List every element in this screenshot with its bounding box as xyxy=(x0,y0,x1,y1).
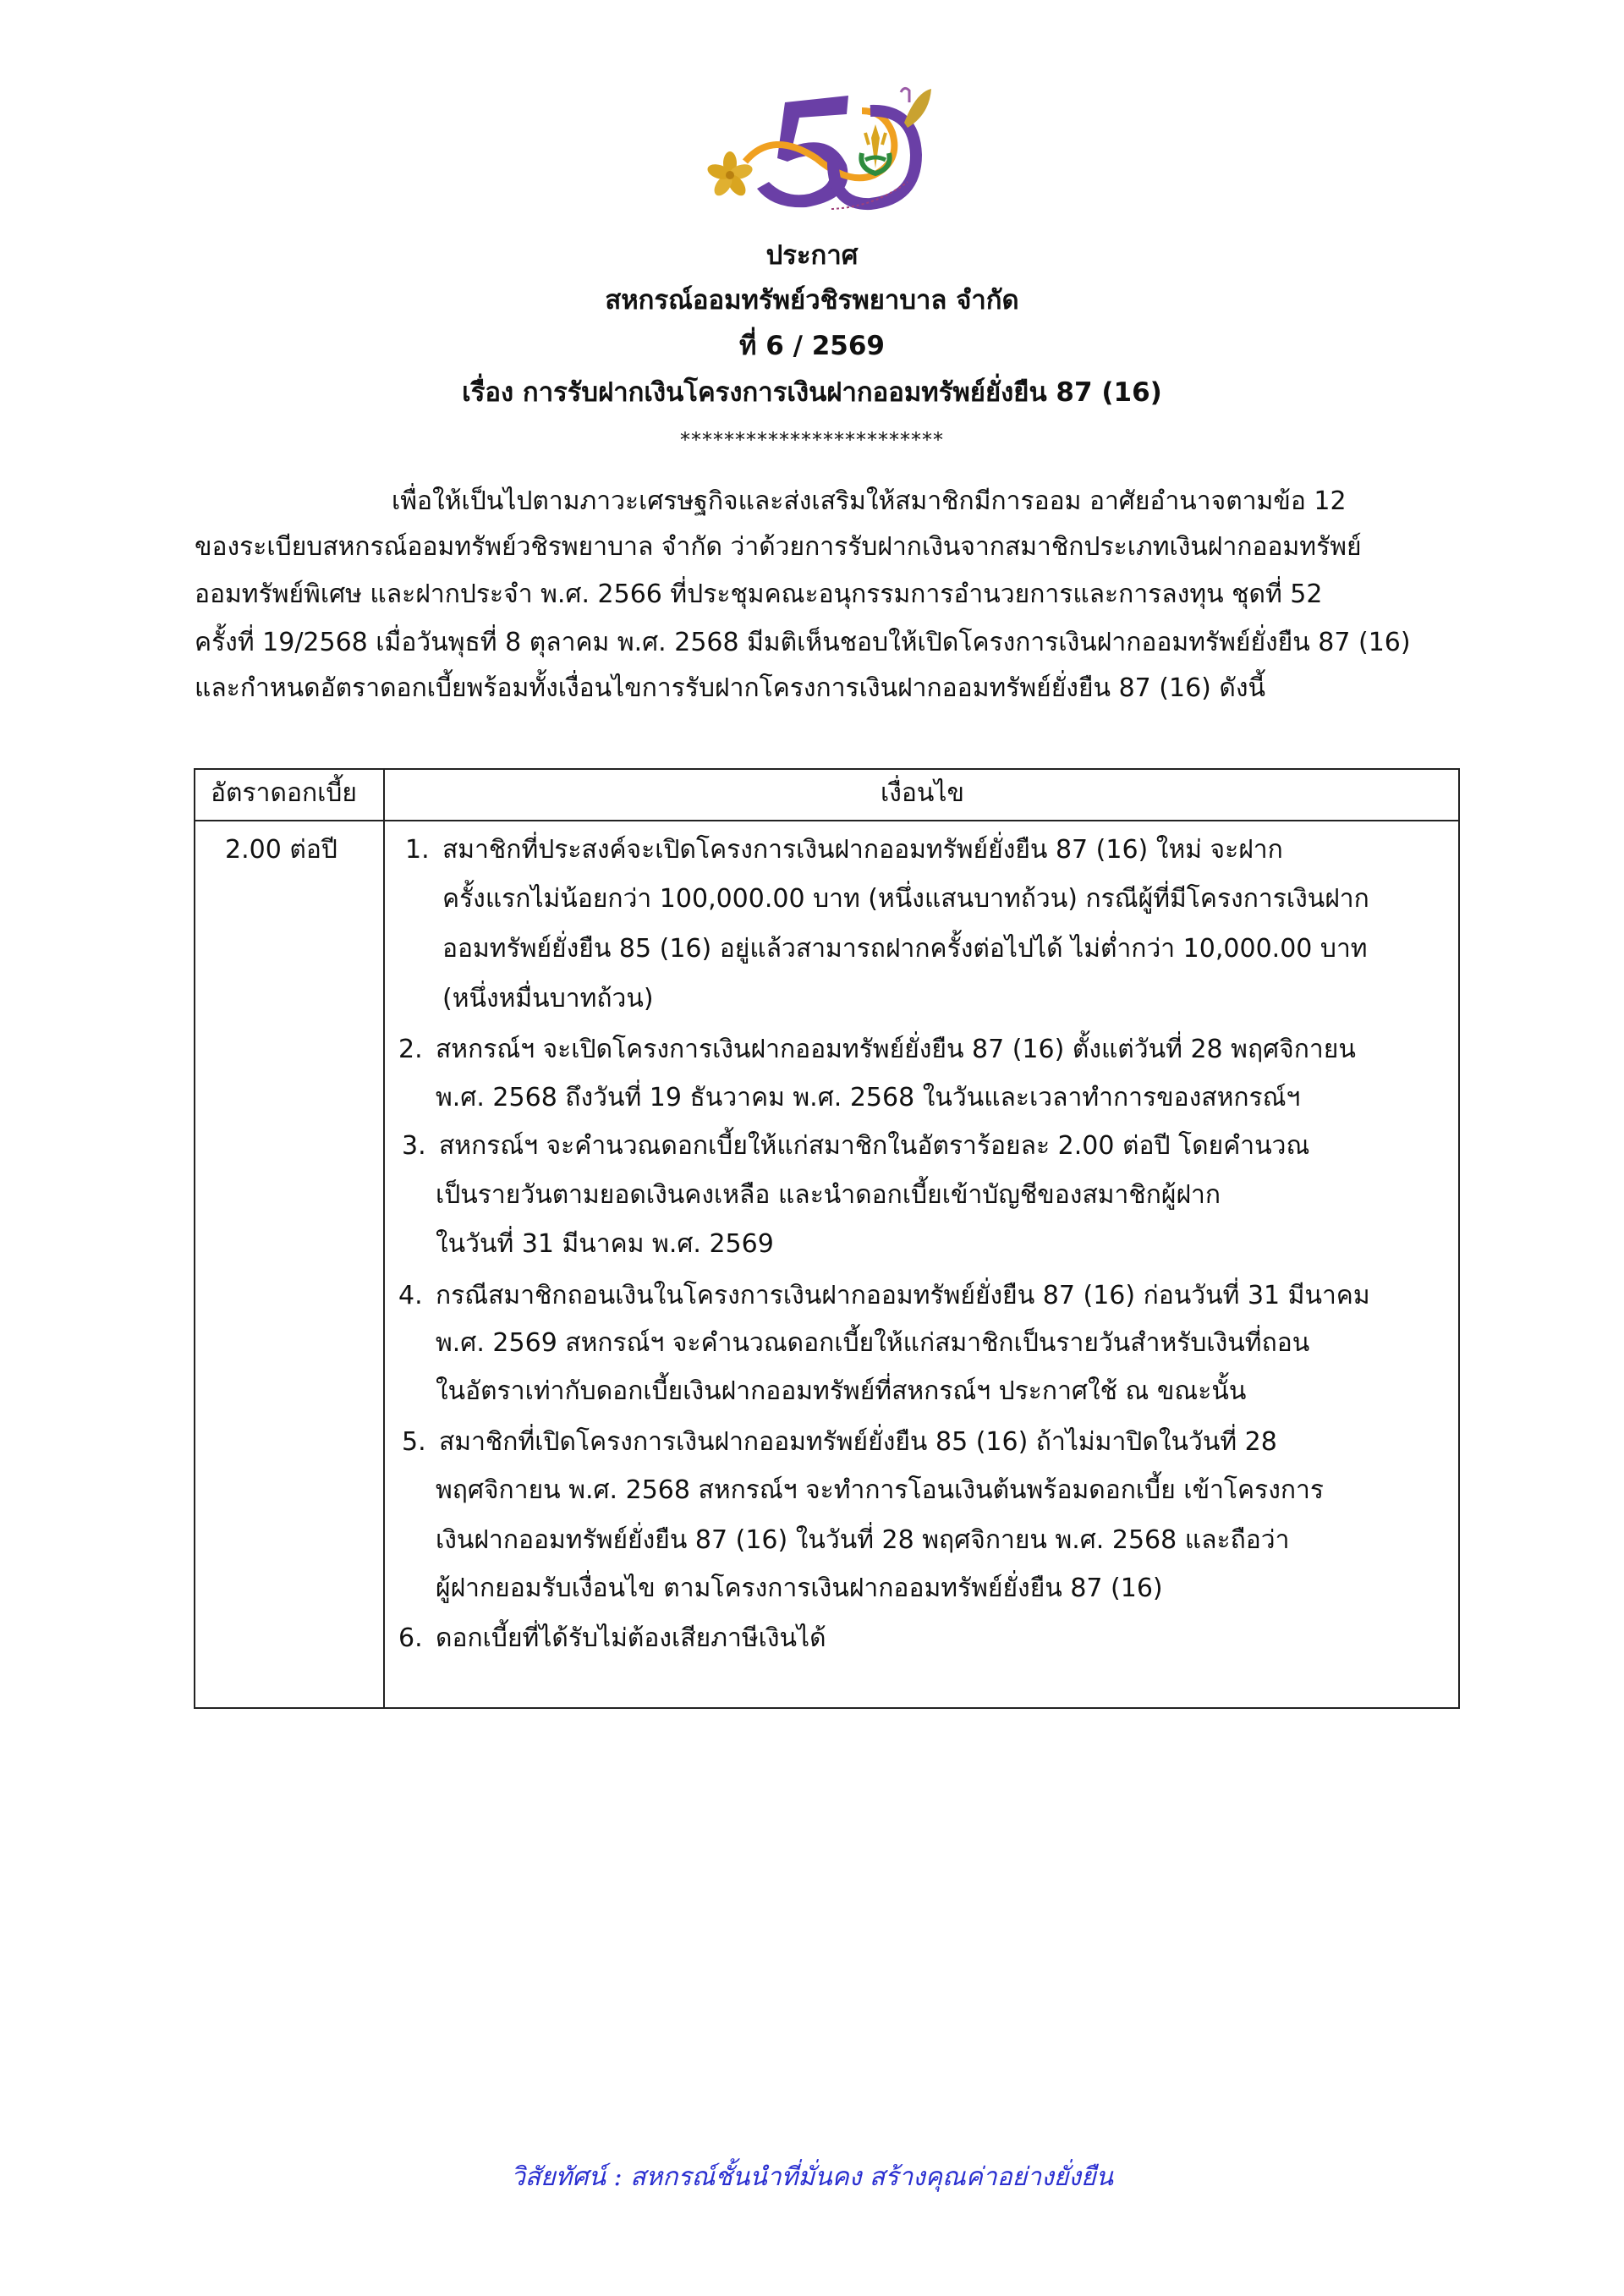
condition-line: เงินฝากออมทรัพย์ยั่งยืน 87 (16) ในวันที่ 28 พฤศจิกายน พ.ศ. 2568 และถือว่า xyxy=(436,1525,1290,1555)
column-divider xyxy=(383,770,385,1707)
header-interest-rate: อัตราดอกเบี้ย xyxy=(211,778,357,808)
interest-rate-value: 2.00 ต่อปี xyxy=(225,835,337,865)
condition-line: เป็นรายวันตามยอดเงินคงเหลือ และนำดอกเบี้ยเข้าบัญชีของสมาชิกผู้ฝาก xyxy=(436,1180,1221,1210)
condition-line: กรณีสมาชิกถอนเงินในโครงการเงินฝากออมทรัพย์ยั่งยืน 87 (16) ก่อนวันที่ 31 มีนาคม xyxy=(436,1281,1370,1310)
condition-number: 6. xyxy=(398,1623,423,1653)
condition-line: ครั้งแรกไม่น้อยกว่า 100,000.00 บาท (หนึ่งแสนบาทถ้วน) กรณีผู้ที่มีโครงการเงินฝาก xyxy=(442,884,1369,914)
condition-line: (หนึ่งหมื่นบาทถ้วน) xyxy=(442,984,654,1013)
cooperative-50th-anniversary-logo xyxy=(705,80,935,220)
header-conditions: เงื่อนไข xyxy=(880,778,965,808)
condition-line: สมาชิกที่ประสงค์จะเปิดโครงการเงินฝากออมทรัพย์ยั่งยืน 87 (16) ใหม่ จะฝาก xyxy=(442,835,1283,865)
condition-line: พ.ศ. 2568 ถึงวันที่ 19 ธันวาคม พ.ศ. 2568 ในวันและเวลาทำการของสหกรณ์ฯ xyxy=(436,1083,1301,1112)
intro-line: เพื่อให้เป็นไปตามภาวะเศรษฐกิจและส่งเสริมให้สมาชิกมีการออม อาศัยอำนาจตามข้อ 12 xyxy=(392,486,1347,516)
condition-line: พฤศจิกายน พ.ศ. 2568 สหกรณ์ฯ จะทำการโอนเงินต้นพร้อมดอกเบี้ย เข้าโครงการ xyxy=(436,1475,1324,1505)
condition-line: สหกรณ์ฯ จะเปิดโครงการเงินฝากออมทรัพย์ยั่งยืน 87 (16) ตั้งแต่วันที่ 28 พฤศจิกายน xyxy=(436,1035,1356,1064)
intro-line: ออมทรัพย์พิเศษ และฝากประจำ พ.ศ. 2566 ที่ประชุมคณะอนุกรรมการอำนวยการและการลงทุน ชุดที่ 52 xyxy=(195,579,1323,609)
condition-line: ดอกเบี้ยที่ได้รับไม่ต้องเสียภาษีเงินได้ xyxy=(436,1623,826,1653)
condition-line: ออมทรัพย์ยั่งยืน 85 (16) อยู่แล้วสามารถฝากครั้งต่อไปได้ ไม่ต่ำกว่า 10,000.00 บาท xyxy=(442,934,1368,964)
vision-statement: วิสัยทัศน์ : สหกรณ์ชั้นนำที่มั่นคง สร้างคุณค่าอย่างยั่งยืน xyxy=(510,2162,1114,2192)
condition-line: ในวันที่ 31 มีนาคม พ.ศ. 2569 xyxy=(436,1229,774,1259)
announcement-number: ที่ 6 / 2569 xyxy=(739,331,885,361)
intro-line: ครั้งที่ 19/2568 เมื่อวันพุธที่ 8 ตุลาคม พ.ศ. 2568 มีมติเห็นชอบให้เปิดโครงการเงินฝากออมทรัพย์ยั่งยืน 87 (16) xyxy=(195,628,1411,657)
intro-line: ของระเบียบสหกรณ์ออมทรัพย์วชิรพยาบาล จำกัด ว่าด้วยการรับฝากเงินจากสมาชิกประเภทเงินฝากออมทรัพย์ xyxy=(195,532,1362,562)
organization-name: สหกรณ์ออมทรัพย์วชิรพยาบาล จำกัด xyxy=(605,285,1019,316)
condition-number: 5. xyxy=(402,1427,426,1457)
logo-icon xyxy=(705,80,935,220)
header-divider xyxy=(195,820,1458,821)
separator-stars: ************************ xyxy=(680,428,944,452)
condition-line: สมาชิกที่เปิดโครงการเงินฝากออมทรัพย์ยั่งยืน 85 (16) ถ้าไม่มาปิดในวันที่ 28 xyxy=(439,1427,1277,1457)
intro-line: และกำหนดอัตราดอกเบี้ยพร้อมทั้งเงื่อนไขการรับฝากโครงการเงินฝากออมทรัพย์ยั่งยืน 87 (16) ดังนี้ xyxy=(195,673,1266,703)
conditions-table xyxy=(194,768,1460,1709)
condition-number: 1. xyxy=(405,835,430,865)
announcement-subject: เรื่อง การรับฝากเงินโครงการเงินฝากออมทรัพย์ยั่งยืน 87 (16) xyxy=(462,377,1162,408)
condition-number: 2. xyxy=(398,1035,423,1064)
announcement-title: ประกาศ xyxy=(765,240,859,271)
condition-line: ในอัตราเท่ากับดอกเบี้ยเงินฝากออมทรัพย์ที่สหกรณ์ฯ ประกาศใช้ ณ ขณะนั้น xyxy=(436,1376,1247,1406)
condition-number: 4. xyxy=(398,1281,423,1310)
condition-number: 3. xyxy=(402,1131,426,1161)
condition-line: ผู้ฝากยอมรับเงื่อนไข ตามโครงการเงินฝากออมทรัพย์ยั่งยืน 87 (16) xyxy=(436,1574,1163,1603)
condition-line: พ.ศ. 2569 สหกรณ์ฯ จะคำนวณดอกเบี้ยให้แก่สมาชิกเป็นรายวันสำหรับเงินที่ถอน xyxy=(436,1328,1310,1358)
condition-line: สหกรณ์ฯ จะคำนวณดอกเบี้ยให้แก่สมาชิกในอัตราร้อยละ 2.00 ต่อปี โดยคำนวณ xyxy=(439,1131,1310,1161)
